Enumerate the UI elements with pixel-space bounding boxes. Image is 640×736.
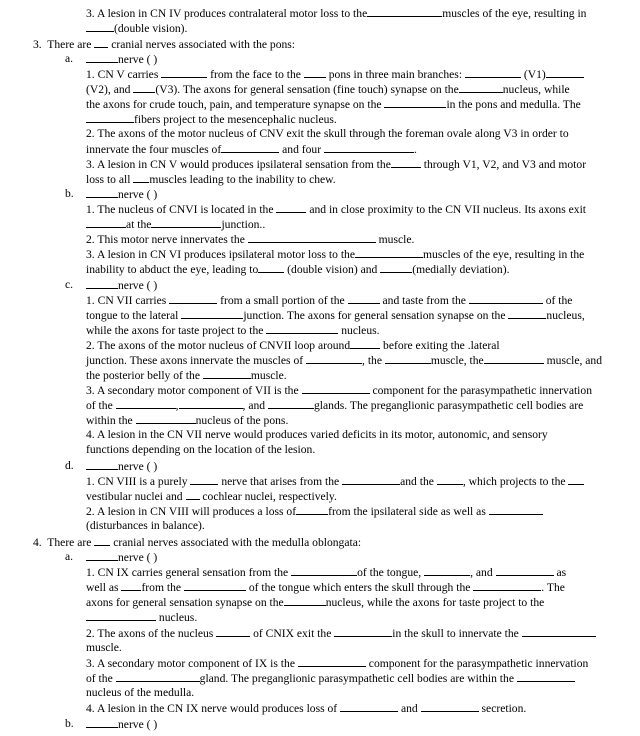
blank[interactable] [86, 550, 118, 561]
q3b-s3: 2. This motor nerve innervates the muscle. [86, 233, 415, 246]
q3c-s2: tongue to the lateral junction. The axons for general sensation synapse on the nucleus, [86, 309, 585, 322]
blank[interactable] [324, 142, 414, 153]
blank[interactable] [355, 247, 423, 258]
blank[interactable] [258, 262, 284, 273]
blank[interactable] [508, 308, 546, 319]
blank[interactable] [161, 67, 207, 78]
blank[interactable] [334, 626, 392, 637]
blank[interactable] [86, 717, 118, 728]
blank[interactable] [296, 504, 328, 515]
blank[interactable] [151, 217, 221, 228]
blank[interactable] [86, 610, 156, 621]
blank[interactable] [568, 474, 584, 485]
blank[interactable] [304, 67, 326, 78]
blank[interactable] [94, 37, 108, 48]
blank[interactable] [340, 701, 398, 712]
q4a-nerve: nerve ( ) [86, 550, 157, 565]
blank[interactable] [86, 217, 126, 228]
blank[interactable] [221, 142, 279, 153]
blank[interactable] [342, 474, 400, 485]
blank[interactable] [517, 671, 575, 682]
blank[interactable] [169, 293, 217, 304]
blank[interactable] [184, 580, 246, 591]
q4b-nerve: nerve ( ) [86, 717, 157, 732]
blank[interactable] [421, 701, 479, 712]
q3c-s8: of the , , and glands. The preganglionic parasympathetic cell bodies are [86, 399, 584, 412]
q4a-s2: well as from the of the tongue which enters the skull through the . The [86, 581, 565, 594]
q3a-s1: 1. CN V carries from the face to the pons in three main branches: (V1) [86, 67, 584, 82]
q3d-letter: d. [65, 459, 74, 472]
blank[interactable] [284, 595, 326, 606]
q4a-s7: 3. A secondary motor component of IX is the component for the parasympathetic innervation [86, 657, 589, 670]
blank[interactable] [380, 262, 412, 273]
q3a-s3: the axons for crude touch, pain, and temperature synapse on the in the pons and medulla. The [86, 98, 581, 111]
q4a-s5: 2. The axons of the nucleus of CNIX exit the in the skull to innervate the [86, 626, 596, 641]
q3c-s4: 2. The axons of the motor nucleus of CNVII loop around before exiting the .lateral [86, 339, 500, 352]
q3-header: 3. There are cranial nerves associated with the pons: [33, 38, 296, 51]
blank[interactable] [216, 626, 250, 637]
blank[interactable] [484, 353, 544, 364]
blank[interactable] [459, 82, 503, 93]
q3c-s3: while the axons for taste project to the nucleus. [86, 324, 380, 337]
blank[interactable] [121, 580, 141, 591]
q4-header: 4. There are cranial nerves associated with the medulla oblongata: [33, 536, 362, 549]
blank[interactable] [350, 338, 380, 349]
blank[interactable] [489, 504, 543, 515]
q3b-s4: 3. A lesion in CN VI produces ipsilateral motor loss to the muscles of the eye, resulting in the [86, 248, 585, 261]
blank[interactable] [86, 187, 118, 198]
q3c-s5: junction. These axons innervate the muscles of , the muscle, the muscle, and [86, 354, 603, 367]
q4a-s1: 1. CN IX carries general sensation from the of the tongue, , and as [86, 566, 567, 579]
q3c-s6: the posterior belly of the muscle. [86, 369, 287, 382]
q3c-s11: functions depending on the location of the lesion. [86, 443, 316, 456]
blank[interactable] [179, 398, 243, 409]
q3b-s1: 1. The nucleus of CNVI is located in the and in close proximity to the CN VII nucleus. Its axons exit [86, 203, 587, 216]
blank[interactable] [546, 67, 584, 78]
blank[interactable] [181, 308, 243, 319]
blank[interactable] [385, 353, 431, 364]
blank[interactable] [248, 232, 376, 243]
blank[interactable] [116, 398, 176, 409]
blank[interactable] [465, 67, 521, 78]
blank[interactable] [384, 97, 446, 108]
blank[interactable] [186, 489, 200, 500]
blank[interactable] [473, 580, 541, 591]
q4a-s9: nucleus of the medulla. [86, 686, 195, 699]
q4a-s6: muscle. [86, 641, 122, 654]
top-item3-line2: (double vision). [86, 21, 187, 36]
q3d-s2: vestibular nuclei and cochlear nuclei, respectively. [86, 490, 337, 503]
blank[interactable] [190, 474, 218, 485]
q3a-s5: 2. The axons of the motor nucleus of CNV exit the skull through the foreman ovale along V3 in order to [86, 127, 569, 140]
blank[interactable] [306, 353, 362, 364]
q3a-nerve: nerve ( ) [86, 52, 157, 67]
blank[interactable] [496, 565, 554, 576]
q3d-nerve: nerve ( ) [86, 459, 157, 474]
blank[interactable] [298, 656, 366, 667]
blank[interactable] [291, 565, 357, 576]
blank[interactable] [94, 535, 110, 546]
blank[interactable] [348, 293, 380, 304]
blank[interactable] [133, 82, 155, 93]
blank[interactable] [522, 626, 596, 637]
blank[interactable] [86, 278, 118, 289]
q3b-letter: b. [65, 187, 74, 200]
q3d-s3: 2. A lesion in CN VIII will produces a loss of from the ipsilateral side as well as [86, 504, 543, 519]
q3c-s10: 4. A lesion in the CN VII nerve would produces varied deficits in its motor, autonomic, and sensory [86, 428, 548, 441]
blank[interactable] [276, 202, 306, 213]
q3a-s4: fibers project to the mesencephalic nucleus. [86, 112, 337, 127]
q3c-s1: 1. CN VII carries from a small portion of the and taste from the of the [86, 294, 573, 307]
blank[interactable] [367, 6, 442, 17]
q3a-s8: loss to all muscles leading to the inability to chew. [86, 173, 336, 186]
top-item3-line1: 3. A lesion in CN IV produces contralateral motor loss to the muscles of the eye, resulting in [86, 7, 587, 20]
blank[interactable] [86, 459, 118, 470]
q3b-nerve: nerve ( ) [86, 187, 157, 202]
q4a-s8: of the gland. The preganglionic parasympathetic cell bodies are within the [86, 671, 575, 686]
q4a-letter: a. [65, 550, 74, 563]
q3a-letter: a. [65, 52, 74, 65]
blank[interactable] [116, 671, 200, 682]
q3c-letter: c. [65, 278, 74, 291]
blank[interactable] [203, 368, 251, 379]
q3a-s6: innervate the four muscles of and four . [86, 143, 417, 156]
q4a-s3: axons for general sensation synapse on the nucleus, while the axons for taste project to the [86, 596, 545, 609]
blank[interactable] [133, 172, 149, 183]
blank[interactable] [469, 293, 543, 304]
blank[interactable] [268, 398, 314, 409]
q3d-s4: (disturbances in balance). [86, 519, 205, 532]
q3a-s2: (V2), and (V3). The axons for general sensation (fine touch) synapse on the nucleus, while [86, 83, 570, 96]
q3b-s5: inability to abduct the eye, leading to (double vision) and (medially deviation). [86, 263, 510, 276]
blank[interactable] [391, 157, 421, 168]
q3c-s9: within the nucleus of the pons. [86, 414, 289, 427]
q3c-s7: 3. A secondary motor component of VII is the component for the parasympathetic innervation [86, 384, 592, 397]
blank[interactable] [424, 565, 470, 576]
blank[interactable] [136, 413, 196, 424]
blank[interactable] [86, 112, 134, 123]
q4a-s4: nucleus. [86, 610, 197, 625]
blank[interactable] [302, 383, 370, 394]
q3d-s1: 1. CN VIII is a purely nerve that arises from the and the , which projects to the [86, 474, 584, 489]
blank[interactable] [266, 323, 338, 334]
blank[interactable] [86, 21, 114, 32]
q4b-letter: b. [65, 717, 74, 730]
blank[interactable] [437, 474, 463, 485]
q3c-nerve: nerve ( ) [86, 278, 157, 293]
q3a-s7: 3. A lesion in CN V would produces ipsilateral sensation from the through V1, V2, and V3 and motor [86, 158, 587, 171]
blank[interactable] [86, 52, 118, 63]
q3b-s2: at the junction.. [86, 217, 265, 232]
q4a-s10: 4. A lesion in the CN IX nerve would produces loss of and secretion. [86, 702, 527, 715]
